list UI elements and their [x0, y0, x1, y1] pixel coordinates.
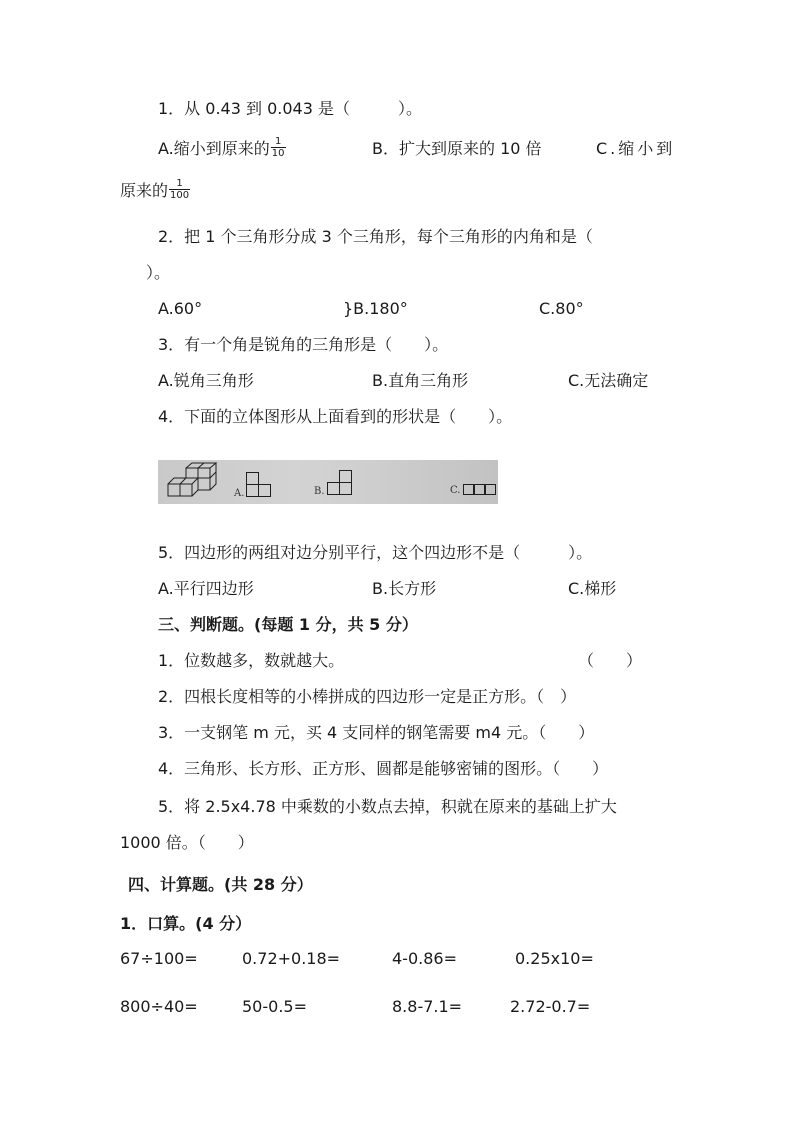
cube-stack-figure: [162, 460, 222, 504]
section4-heading: 四、计算题。(共 28 分）: [128, 875, 313, 894]
q1-option-c-cont-text: 原来的: [120, 181, 169, 200]
judge-item-4: 4．三角形、长方形、正方形、圆都是能够密铺的图形。（ ）: [158, 759, 609, 778]
q1-option-c-cont: [120, 180, 191, 203]
q5-stem: 5．四边形的两组对边分别平行，这个四边形不是（ ）。: [158, 543, 593, 562]
calc-item: 0.72+0.18=: [242, 949, 341, 968]
q2-stem-cont: ）。: [146, 263, 171, 282]
figure-label-c: C.: [450, 485, 461, 496]
option-c-square: [463, 484, 474, 495]
q5-option-b: B.长方形: [372, 579, 437, 598]
judge-item-5-cont: 1000 倍。（ ）: [120, 833, 254, 852]
fraction-numerator: 1: [169, 178, 190, 190]
section4-sub1: 1．口算。(4 分）: [120, 914, 252, 933]
judge-item-1: 1．位数越多，数就越大。: [158, 651, 345, 670]
q3-stem: 3．有一个角是锐角的三角形是（ ）。: [158, 335, 449, 354]
judge-item-2: 2．四根长度相等的小棒拼成的四边形一定是正方形。（ ）: [158, 687, 577, 706]
q1-option-a: [158, 138, 287, 161]
q2-option-c: C.80°: [539, 299, 584, 318]
judge-item-5: 5．将 2.5x4.78 中乘数的小数点去掉，积就在原来的基础上扩大: [158, 797, 617, 816]
figure-label-b: B.: [314, 486, 325, 497]
judge-item-3: 3．一支钢笔 m 元，买 4 支同样的钢笔需要 m4 元。（ ）: [158, 723, 595, 742]
option-c-square: [474, 484, 485, 495]
option-b-square: [339, 482, 352, 495]
option-c-square: [485, 484, 496, 495]
calc-item: 2.72-0.7=: [510, 997, 591, 1016]
calc-item: 67÷100=: [120, 949, 198, 968]
q2-option-b: }B.180°: [343, 299, 408, 318]
q1-stem: 1．从 0.43 到 0.043 是（ ）。: [158, 99, 422, 118]
q3-option-b: B.直角三角形: [372, 371, 469, 390]
q4-stem: 4．下面的立体图形从上面看到的形状是（ ）。: [158, 407, 513, 426]
q4-figure-image: [158, 460, 498, 504]
q2-stem: 2．把 1 个三角形分成 3 个三角形，每个三角形的内角和是（: [158, 227, 593, 246]
judge-item-1-paren: （ ）: [578, 651, 643, 670]
q1-option-c: C.缩小到: [596, 139, 676, 158]
calc-item: 800÷40=: [120, 997, 198, 1016]
section3-heading: 三、判断题。(每题 1 分，共 5 分）: [158, 615, 418, 634]
fraction-denominator: 10: [271, 148, 285, 159]
q1-option-c-fraction: [169, 178, 190, 201]
q1-option-a-text: A.缩小到原来的: [158, 139, 270, 158]
q3-option-c: C.无法确定: [568, 371, 649, 390]
calc-item: 8.8-7.1=: [392, 997, 463, 1016]
calc-item: 50-0.5=: [242, 997, 307, 1016]
option-a-square: [258, 484, 271, 497]
calc-item: 0.25x10=: [515, 949, 594, 968]
fraction-numerator: 1: [271, 136, 286, 148]
q5-option-c: C.梯形: [568, 579, 617, 598]
fraction-denominator: 100: [170, 190, 190, 201]
figure-label-a: A.: [234, 488, 245, 499]
q2-option-a: A.60°: [158, 299, 203, 318]
q5-option-a: A.平行四边形: [158, 579, 254, 598]
q1-option-a-fraction: [271, 136, 286, 159]
q3-option-a: A.锐角三角形: [158, 371, 254, 390]
calc-item: 4-0.86=: [392, 949, 457, 968]
q1-option-b: B．扩大到原来的 10 倍: [372, 139, 542, 158]
